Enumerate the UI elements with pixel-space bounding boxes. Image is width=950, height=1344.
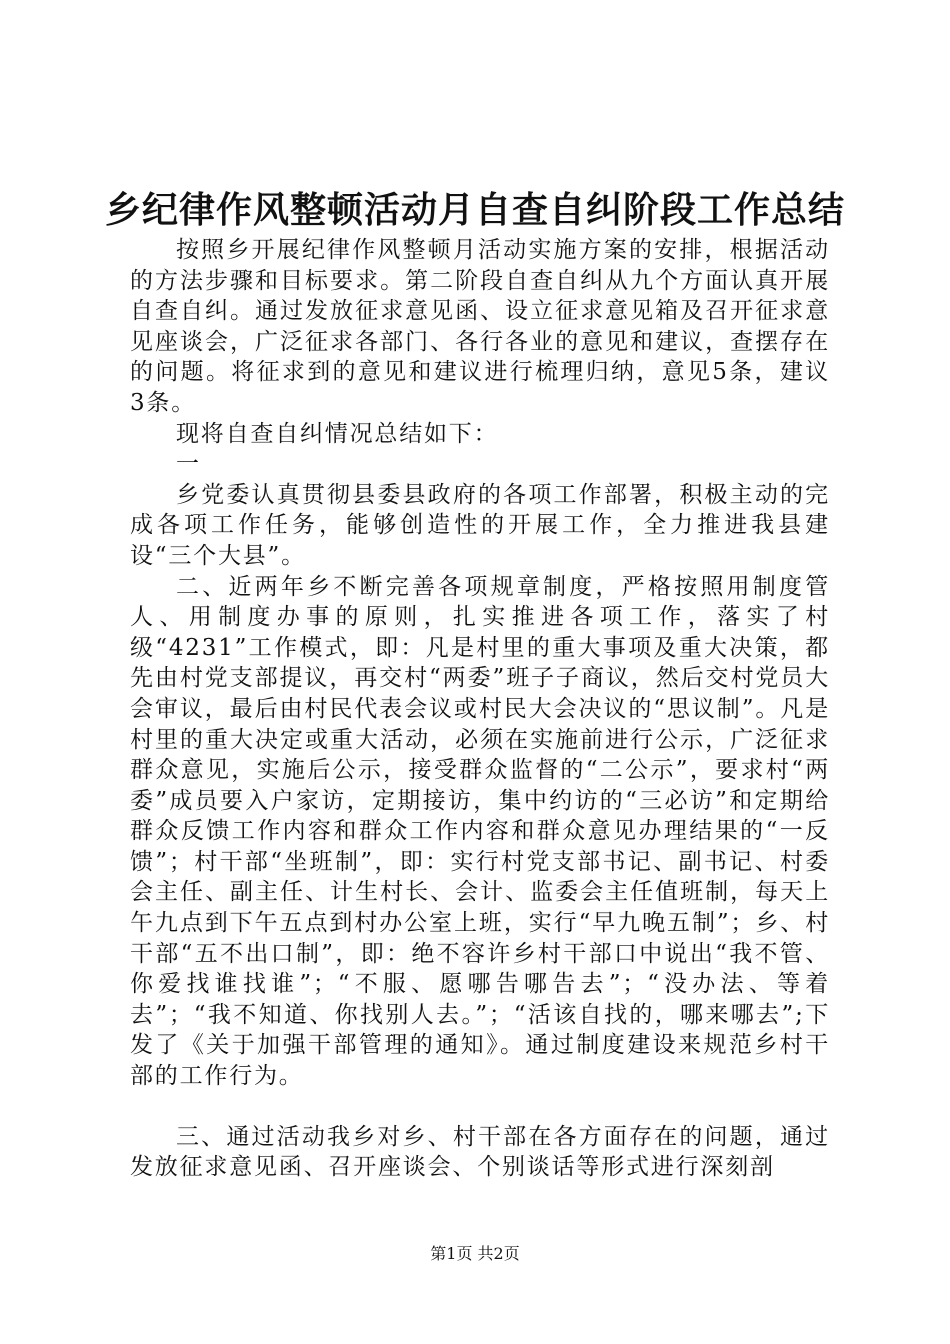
paragraph-section-three: 三、通过活动我乡对乡、村干部在各方面存在的问题，通过发放征求意见函、召开座谈会、个别谈话等形式进行深刻剖 xyxy=(130,1123,830,1181)
paragraph-section-two: 二、近两年乡不断完善各项规章制度，严格按照用制度管人、用制度办事的原则，扎实推进各项工作，落实了村级“4231”工作模式，即：凡是村里的重大事项及重大决策，都先由村党支部提议，再交村“两委”班子子商议，然后交村党员大会审议，最后由村民代表会议或村民大会决议的“思议制”。凡是村里的重大决定或重大活动，必须在实施前进行公示，广泛征求群众意见，实施后公示，接受群众监督的“二公示”，要求村“两委”成员要入户家访，定期接访，集中约访的“三必访”和定期给群众反馈工作内容和群众工作内容和群众意见办理结果的“一反馈”；村干部“坐班制”，即：实行村党支部书记、副书记、村委会主任、副主任、计生村长、会计、监委会主任值班制，每天上午九点到下午五点到村办公室上班，实行“早九晚五制”；乡、村干部“五不出口制”，即：绝不容许乡村干部口中说出“我不管、你爱找谁找谁”；“不服、愿哪告哪告去”；“没办法、等着去”；“我不知道、你找别人去。”；“活该自找的，哪来哪去”;下发了《关于加强干部管理的通知》。通过制度建设来规范乡村干部的工作行为。 xyxy=(130,573,830,1090)
document-title: 乡纪律作风整顿活动月自查自纠阶段工作总结 xyxy=(104,189,845,231)
paragraph-section-one-heading: 一 xyxy=(176,451,201,478)
paragraph-summary-lead: 现将自查自纠情况总结如下： xyxy=(176,420,499,447)
page-number-footer: 第1页 共2页 xyxy=(430,1244,520,1263)
document-body xyxy=(130,235,830,1183)
paragraph-section-one: 乡党委认真贯彻县委县政府的各项工作部署，积极主动的完成各项工作任务，能够创造性的开展工作，全力推进我县建设“三个大县”。 xyxy=(130,481,830,569)
paragraph-intro: 按照乡开展纪律作风整顿月活动实施方案的安排，根据活动的方法步骤和目标要求。第二阶段自查自纠从九个方面认真开展自查自纠。通过发放征求意见函、设立征求意见箱及召开征求意见座谈会，广泛征求各部门、各行各业的意见和建议，查摆存在的问题。将征求到的意见和建议进行梳理归纳，意见5条，建议3条。 xyxy=(130,237,830,416)
